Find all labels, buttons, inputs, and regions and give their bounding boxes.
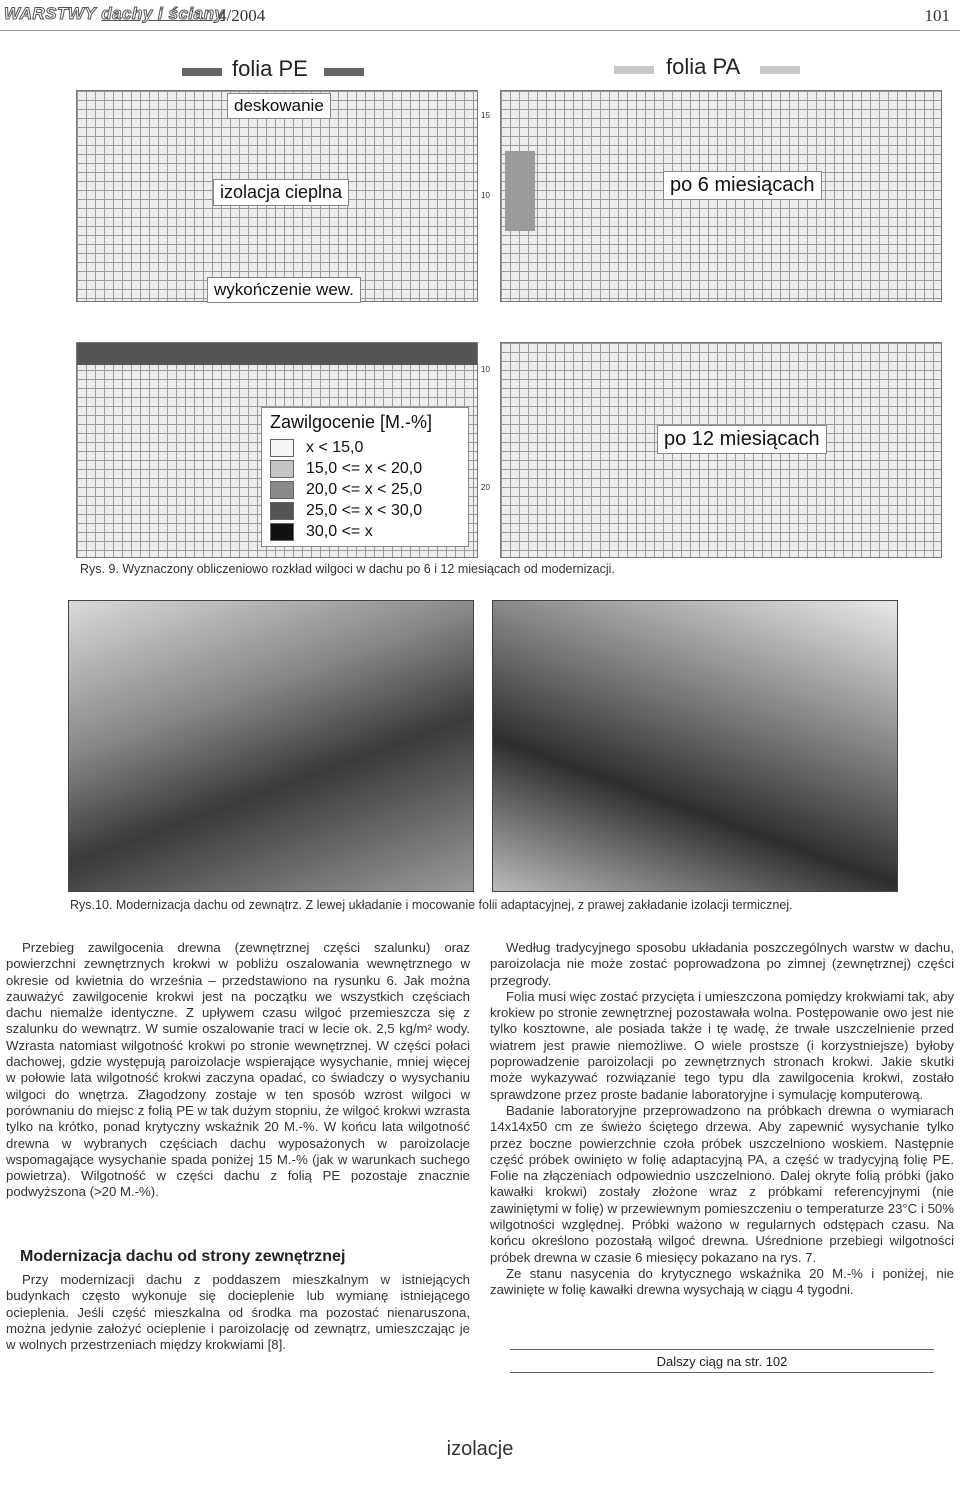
panel-title-pa: folia PA [666,54,741,79]
figure-9 [0,40,960,590]
moisture-grid-pe-12m [76,342,478,558]
axis-tick-20: 20 [481,483,490,492]
legend-label: 30,0 <= x [306,522,373,540]
right-paragraph-1: Według tradycyjnego sposobu układania poszczególnych warstw w dachu, paroizolacja nie może zostać poprowadzona po zimnej (zewnętrznej) części przegrody. [490,940,954,988]
figure-10-caption: Rys.10. Modernizacja dachu od zewnątrz. Z lewej układanie i mocowanie folii adaptacyjnej, z prawej zakładanie izolacji termicznej. [70,898,793,912]
logo-part1: WARSTWY [4,4,96,23]
section-heading: Modernizacja dachu od strony zewnętrznej [20,1248,346,1265]
legend-item [270,500,460,521]
right-column [490,940,954,1299]
legend-swatch [270,481,294,499]
axis-tick-15: 15 [481,111,490,120]
left-paragraph-1: Przebieg zawilgocenia drewna (zewnętrznej części szalunku) oraz powierzchni zewnętrznych krokwi w pobliżu oszalowania wewnętrznego w okresie od kwietnia do września – przedstawiono na rysunku 6. Jak można zauważyć zawilgocenie krokwi jest na początku we wszystkich częściach dachu niemalże identyczne. Z upływem czasu wilgoć przemieszcza się z szalunku do wewnątrz. W sumie oszalowanie traci w lecie ok. 2,5 kg/m² wody. Wzrasta natomiast wilgotność krokwi po stronie wewnętrznej. W części połaci dachowej, gdzie występują paroizolacje wspierające wysychanie, mniej więcej w połowie lata wilgotność krokwi zaczyna opadać, co świadczy o wysychaniu wilgoci do wnętrza. Złagodzony zostaje w ten sposób wzrost wilgoci w porównaniu do miejsc z folią PE w tak dużym stopniu, że wilgoć krokwi wzrasta tylko na krótko, ponad krytyczny wskaźnik 20 M.-%. W końcu lata wilgotność drewna w wybranych częściach dachu wyposażonych w paroizolacje wspomagające wysychanie spada poniżej 15 M.-% (jak w warunkach suchego powietrza). Wilgotność w części dachu z folią PE pozostaje znacznie podwyższona (>20 M.-%). [6,940,470,1200]
legend-label: 25,0 <= x < 30,0 [306,501,423,519]
axis-tick-10: 10 [481,191,490,200]
section-footer: izolacje [446,1438,514,1460]
label-wykonczenie: wykończenie wew. [207,277,361,303]
left-column-2 [6,1272,470,1353]
photo-foil-installation [68,600,474,892]
continued-rule-bottom [510,1372,934,1373]
continued-rule-top [510,1349,934,1350]
moisture-grid-pe-6m [76,90,478,302]
left-column [6,940,470,1201]
wet-zone-pa [505,151,535,231]
masthead [0,0,960,32]
issue-number: 4/2004 [218,6,266,25]
label-deskowanie: deskowanie [227,93,331,119]
legend-label: 20,0 <= x < 25,0 [306,480,423,498]
wet-band-pe [77,343,477,365]
axis-tick-10b: 10 [481,365,490,374]
left-paragraph-2: Przy modernizacji dachu z poddaszem mieszkalnym w istniejących budynkach często wykonuje się docieplenie lub wymianę istniejącego ocieplenia. Jeśli część mieszkalna od środka ma pozostać nienaruszona, można jedynie założyć ocieplenie i paroizolację od zewnątrz, umieszczając je w wolnych przestrzeniach między krokwiami [8]. [6,1272,470,1353]
label-12-months: po 12 miesiącach [657,425,827,454]
title-bar-left2 [324,68,364,76]
legend-label: 15,0 <= x < 20,0 [306,459,423,477]
legend-title: Zawilgocenie [M.-%] [270,412,433,432]
legend-item [270,437,460,458]
magazine-logo [4,4,224,24]
legend-label: x < 15,0 [306,438,364,456]
title-bar-left [182,68,222,76]
figure-9-caption: Rys. 9. Wyznaczony obliczeniowo rozkład wilgoci w dachu po 6 i 12 miesiącach od modernizacji. [80,562,615,576]
page-number: 101 [924,6,950,25]
moisture-grid-pa-12m [481,342,942,558]
moisture-legend [261,407,469,547]
photo-insulation-installation [492,600,898,892]
label-6-months: po 6 miesiącach [663,171,822,200]
legend-item [270,521,460,542]
panel-title-pe: folia PE [232,56,308,81]
title-bar-right [614,66,654,74]
label-izolacja: izolacja cieplna [213,179,349,206]
legend-swatch [270,502,294,520]
legend-swatch [270,460,294,478]
right-paragraph-2: Folia musi więc zostać przycięta i umieszczona pomiędzy krokwiami tak, aby krokiew po stronie zewnętrznej pozostawała wolna. Postępowanie owo jest nie tylko kosztowne, ale posiada także i tę wadę, że trwałe uszczelnienie przed wiatrem jest prawie niemożliwe. O wiele prostsze (i korzystniejsze) byłoby poprowadzenie paroizolacji po zewnętrznych stronach krokwi. Jakie skutki może wykazywać rozwiązanie tego typu dla zawilgocenia krokwi, zostało sprawdzone przez proste badanie laboratoryjne i symulację komputerową. [490,988,954,1102]
right-paragraph-4: Ze stanu nasycenia do krytycznego wskaźnika 20 M.-% i poniżej, nie zawinięte w folię kawałki drewna wysychają w ciągu 4 tygodni. [490,1265,954,1298]
legend-item [270,458,460,479]
legend-item [270,479,460,500]
legend-swatch [270,439,294,457]
right-paragraph-3: Badanie laboratoryjne przeprowadzono na próbkach drewna o wymiarach 14x14x50 cm ze świeżo ściętego drzewa. Aby zapewnić wysychanie tylko przez boczne powierzchnie czoła próbek uszczelniono woskiem. Następnie część próbek owinięto w folię adaptacyjną PA, a część w tradycyjną folię PE. Folie na złączeniach odpowiednio uszczelniono. Dalej okryte folią próbki (jako kawałki krokwi) zostały złożone wraz z próbkami referencyjnymi (nie zawiniętymi w folię) w przewiewnym pomieszczeniu o temperaturze 23°C i 50% wilgotności względnej. Próbki ważono w regularnych odstępach czasu. Na końcu określono pozostałą wilgoć drewna. Uśrednione przebiegi wilgotności próbek drewna w czasie 6 miesięcy pokazano na rys. 7. [490,1102,954,1265]
header-rule [0,30,960,31]
continued-note: Dalszy ciąg na str. 102 [656,1354,788,1369]
legend-swatch [270,523,294,541]
moisture-grid-pa-6m [481,90,942,302]
title-bar-right2 [760,66,800,74]
logo-part2: dachy i ściany [101,4,225,23]
